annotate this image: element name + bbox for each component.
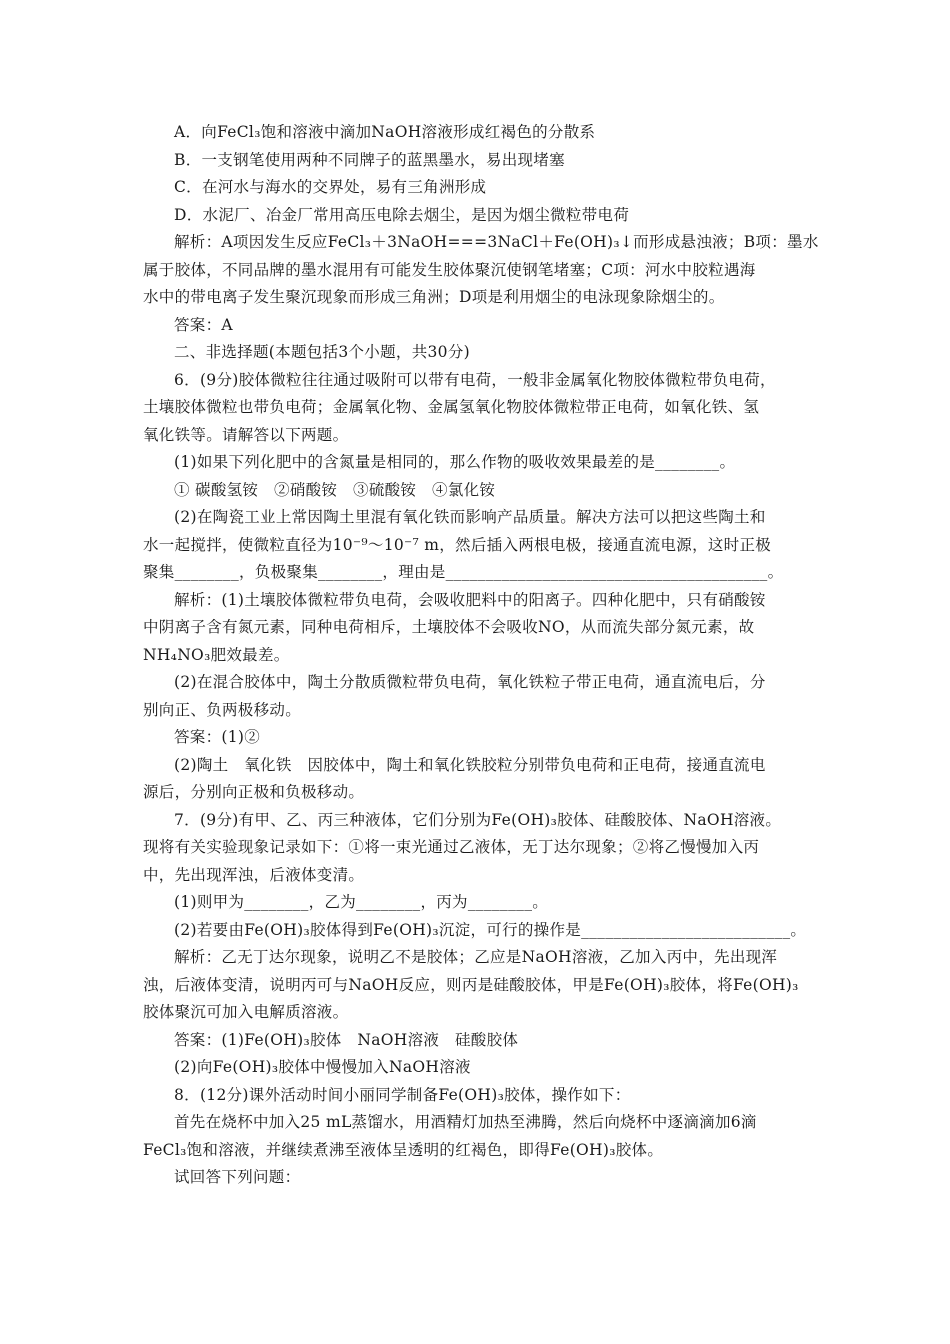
text-line: (2)向Fe(OH)₃胶体中慢慢加入NaOH溶液 [174, 1058, 471, 1076]
text-line: 胶体聚沉可加入电解质溶液。 [143, 1003, 349, 1021]
text-line: 解析：(1)土壤胶体微粒带负电荷，会吸收肥料中的阳离子。四种化肥中，只有硝酸铵 [174, 590, 766, 609]
text-line: 属于胶体，不同品牌的墨水混用有可能发生胶体聚沉使钢笔堵塞；C项：河水中胶粒遇海 [143, 260, 756, 279]
text-line: 8．(12分)课外活动时间小丽同学制备Fe(OH)₃胶体，操作如下： [174, 1085, 631, 1104]
text-line: (2)在混合胶体中，陶土分散质微粒带负电荷，氧化铁粒子带正电荷，通直流电后，分 [174, 673, 766, 691]
text-line: 聚集________，负极聚集________，理由是________________________________________。 [143, 563, 784, 581]
text-line: A．向FeCl₃饱和溶液中滴加NaOH溶液形成红褐色的分散系 [174, 123, 596, 141]
text-line: 试回答下列问题： [174, 1168, 301, 1186]
text-line: 源后，分别向正极和负极移动。 [143, 783, 365, 801]
text-line: 二、非选择题(本题包括3个小题，共30分) [174, 343, 470, 361]
text-line: 中阴离子含有氮元素，同种电荷相斥，土壤胶体不会吸收NO，从而流失部分氮元素，故 [143, 618, 755, 636]
text-line: C．在河水与海水的交界处，易有三角洲形成 [174, 178, 487, 196]
text-line: (1)则甲为________，乙为________，丙为________。 [174, 893, 549, 911]
text-line: (2)在陶瓷工业上常因陶土里混有氧化铁而影响产品质量。解决方法可以把这些陶土和 [174, 508, 766, 526]
text-line: 7．(9分)有甲、乙、丙三种液体，它们分别为Fe(OH)₃胶体、硅酸胶体、NaOH溶液。 [174, 810, 782, 829]
text-line: FeCl₃饱和溶液，并继续煮沸至液体呈透明的红褐色，即得Fe(OH)₃胶体。 [143, 1140, 664, 1159]
text-line: (1)如果下列化肥中的含氮量是相同的，那么作物的吸收效果最差的是________。 [174, 453, 736, 471]
text-line: 解析：乙无丁达尔现象，说明乙不是胶体；乙应是NaOH溶液，乙加入丙中，先出现浑 [174, 948, 778, 966]
text-line: 首先在烧杯中加入25 mL蒸馏水，用酒精灯加热至沸腾，然后向烧杯中逐滴滴加6滴 [174, 1113, 757, 1131]
text-line: 中，先出现浑浊，后液体变清。 [143, 865, 365, 884]
text-line: 氧化铁等。请解答以下两题。 [143, 425, 349, 444]
text-line: 现将有关实验现象记录如下：①将一束光通过乙液体，无丁达尔现象；②将乙慢慢加入丙 [143, 838, 760, 856]
text-line: 6．(9分)胶体微粒往往通过吸附可以带有电荷，一般非金属氧化物胶体微粒带负电荷， [174, 370, 776, 389]
text-line: ① 碳酸氢铵 ②硝酸铵 ③硫酸铵 ④氯化铵 [174, 480, 496, 499]
text-line: 答案：(1)Fe(OH)₃胶体 NaOH溶液 硅酸胶体 [174, 1030, 519, 1049]
text-line: 答案：(1)② [174, 728, 261, 746]
document-body [143, 119, 819, 1192]
text-line: 土壤胶体微粒也带负电荷；金属氧化物、金属氢氧化物胶体微粒带正电荷，如氧化铁、氢 [143, 398, 760, 416]
text-line: 别向正、负两极移动。 [143, 700, 302, 719]
text-line: D．水泥厂、冶金厂常用高压电除去烟尘，是因为烟尘微粒带电荷 [174, 205, 630, 224]
text-line: B．一支钢笔使用两种不同牌子的蓝黑墨水，易出现堵塞 [174, 150, 565, 169]
text-line: 解析：A项因发生反应FeCl₃＋3NaOH===3NaCl＋Fe(OH)₃↓而形成悬浊液；B项：墨水 [174, 233, 819, 251]
text-line: (2)若要由Fe(OH)₃胶体得到Fe(OH)₃沉淀，可行的操作是__________________________。 [174, 920, 807, 939]
text-line: 水中的带电离子发生聚沉现象而形成三角洲；D项是利用烟尘的电泳现象除烟尘的。 [143, 288, 725, 306]
text-line: 浊，后液体变清，说明丙可与NaOH反应，则丙是硅酸胶体，甲是Fe(OH)₃胶体，将Fe(OH)₃ [143, 975, 799, 994]
text-line: 水一起搅拌，使微粒直径为10⁻⁹～10⁻⁷ m，然后插入两根电极，接通直流电源，这时正极 [143, 535, 772, 554]
text-line: (2)陶土 氧化铁 因胶体中，陶土和氧化铁胶粒分别带负电荷和正电荷，接通直流电 [174, 755, 766, 774]
text-line: NH₄NO₃肥效最差。 [143, 645, 290, 664]
text-line: 答案：A [174, 315, 233, 334]
